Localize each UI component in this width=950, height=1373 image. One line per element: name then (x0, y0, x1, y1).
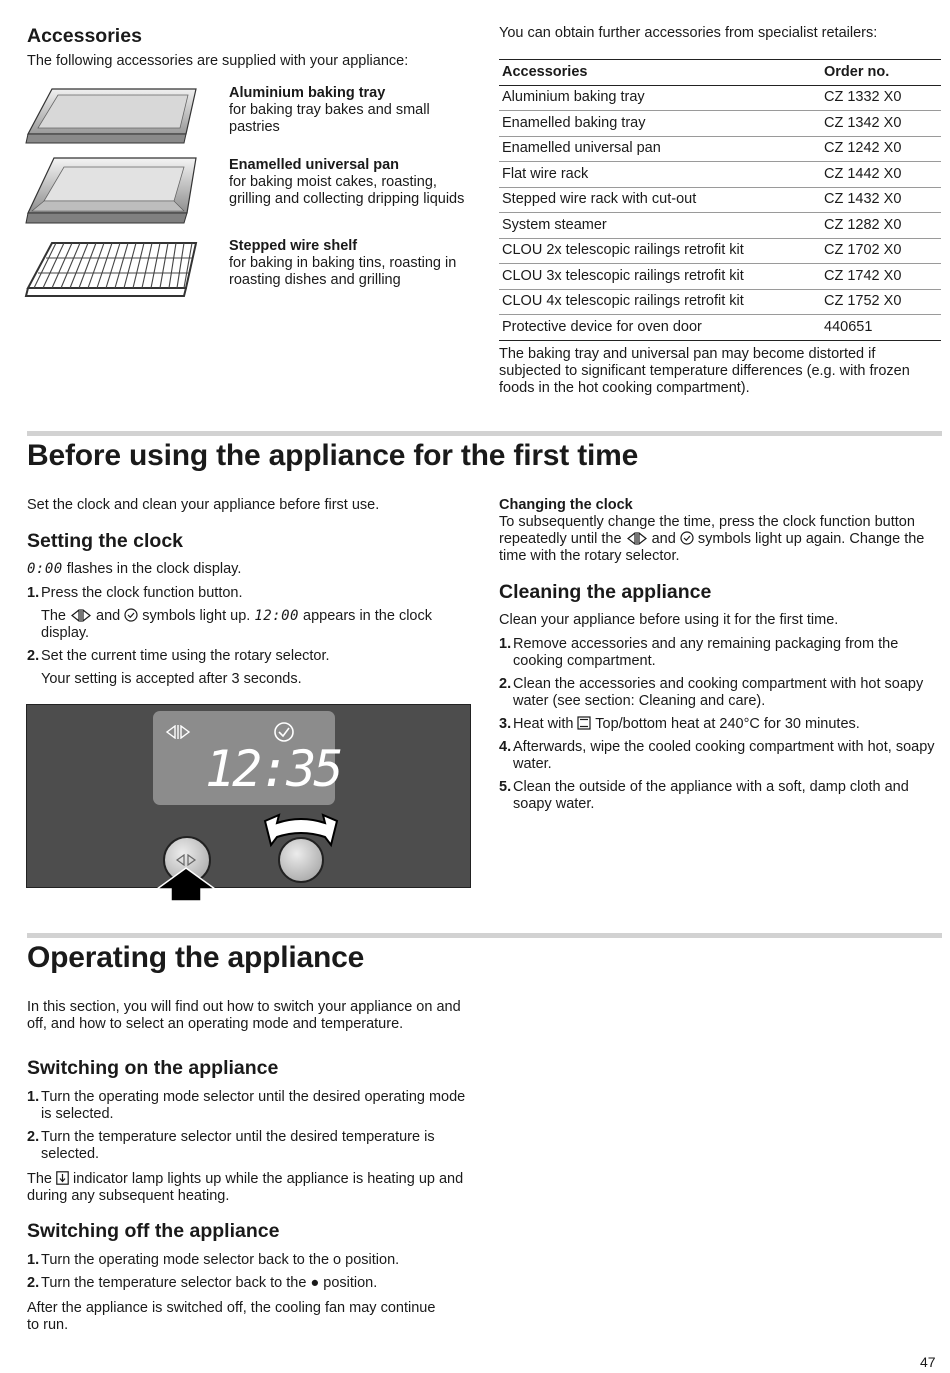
setting-clock-steps (27, 585, 469, 694)
clock-function-icon (626, 532, 648, 545)
step-number: 2. (27, 648, 40, 664)
table-cell: CLOU 2x telescopic railings retrofit kit (502, 242, 744, 259)
accessory-item (229, 238, 474, 289)
list-item (499, 716, 941, 733)
table-row (499, 213, 941, 239)
table-cell: CZ 1282 X0 (824, 216, 902, 233)
table-cell: CZ 1442 X0 (824, 165, 902, 182)
page-number: 47 (920, 1354, 936, 1370)
distortion-note: The baking tray and universal pan may become distorted if subjected to significant temperature differences (e.g. with frozen foods in the hot cooking compartment). (499, 346, 910, 396)
accessories-heading: Accessories (27, 25, 142, 47)
step-text: Turn the operating mode selector until the desired operating mode is selected. (41, 1089, 466, 1122)
operating-intro: In this section, you will find out how to switch your appliance on and off, and how to select an operating mode and temperature. (27, 999, 461, 1032)
step-number: 3. (499, 716, 512, 732)
clock-icon (680, 531, 694, 545)
table-row (499, 162, 941, 188)
table-row (499, 187, 941, 213)
table-row (499, 85, 941, 111)
display-time: 12:35 (205, 740, 341, 798)
accessory-desc: for baking tray bakes and small pastries (229, 102, 430, 135)
step-text: Clean the accessories and cooking compartment with hot soapy water (see section: Cleaning and care). (513, 676, 924, 709)
heating-indicator-note (27, 1171, 469, 1205)
table-cell: Enamelled universal pan (502, 140, 661, 157)
step-number: 2. (499, 676, 512, 692)
clock-display (153, 711, 341, 805)
step-number: 5. (499, 779, 512, 795)
step-number: 1. (27, 1089, 40, 1105)
first-use-intro: Set the clock and clean your appliance before first use. (27, 497, 380, 513)
operating-heading: Operating the appliance (27, 941, 365, 974)
table-row (499, 289, 941, 315)
wire-shelf-image (24, 240, 200, 300)
step-text: Turn the temperature selector back to the (41, 1275, 311, 1291)
step-text: position. (319, 1275, 378, 1291)
switching-off-steps (27, 1252, 469, 1298)
table-cell: System steamer (502, 216, 607, 233)
table-row (499, 264, 941, 290)
switching-off-heading: Switching off the appliance (27, 1220, 280, 1242)
changing-clock-block (499, 497, 941, 565)
table-header-row (499, 60, 941, 86)
list-item (27, 1275, 469, 1292)
table-row (499, 111, 941, 137)
table-cell: CZ 1742 X0 (824, 267, 902, 284)
switching-on-steps (27, 1089, 469, 1169)
step-text: Press the clock function button. (41, 585, 243, 601)
body-text: symbols light up again. Change the time with the rotary selector. (499, 531, 925, 564)
accessory-title: Enamelled universal pan (229, 157, 400, 173)
display-code: 12:00 (254, 608, 299, 624)
switching-on-heading: Switching on the appliance (27, 1057, 279, 1079)
cooling-fan-note: After the appliance is switched off, the cooling fan may continue to run. (27, 1300, 436, 1333)
table-cell: Enamelled baking tray (502, 114, 646, 131)
step-text: position. (341, 1252, 400, 1268)
table-cell: CZ 1432 X0 (824, 191, 902, 208)
accessory-item (229, 85, 474, 136)
table-cell: CLOU 4x telescopic railings retrofit kit (502, 293, 744, 310)
table-row (499, 136, 941, 162)
list-item (27, 648, 469, 688)
step-text: Heat with (513, 716, 578, 732)
universal-pan-image (24, 155, 200, 229)
table-cell: 440651 (824, 318, 873, 335)
step-text: Turn the operating mode selector back to the (41, 1252, 334, 1268)
top-bottom-heat-icon (577, 716, 591, 730)
clock-function-icon (70, 609, 92, 622)
step-text: and (92, 608, 125, 624)
flash-text: flashes in the clock display. (62, 561, 242, 577)
setting-clock-heading: Setting the clock (27, 530, 184, 552)
cleaning-steps (499, 636, 941, 819)
step-number: 2. (27, 1275, 40, 1291)
off-position-symbol: o (333, 1252, 342, 1268)
step-result: Your setting is accepted after 3 seconds. (41, 671, 302, 687)
step-text: Remove accessories and any remaining packaging from the cooking compartment. (513, 636, 899, 669)
clock-function-icon (175, 854, 197, 866)
column-header: Accessories (502, 63, 588, 80)
list-item (27, 585, 469, 642)
cleaning-heading: Cleaning the appliance (499, 581, 712, 603)
step-text: Afterwards, wipe the cooled cooking compartment with hot, soapy water. (513, 739, 935, 772)
table-cell: Protective device for oven door (502, 318, 702, 335)
clock-icon (124, 608, 138, 622)
accessory-item (229, 157, 474, 208)
step-number: 1. (27, 1252, 40, 1268)
accessory-desc: for baking moist cakes, roasting, grilling and collecting dripping liquids (229, 174, 465, 207)
list-item (27, 1129, 469, 1163)
changing-clock-heading: Changing the clock (499, 497, 633, 513)
table-cell: Stepped wire rack with cut-out (502, 191, 697, 208)
step-text: Top/bottom heat at 240°C for 30 minutes. (591, 716, 860, 732)
list-item (27, 1089, 469, 1123)
table-cell: Flat wire rack (502, 165, 589, 182)
accessory-title: Aluminium baking tray (229, 85, 386, 101)
control-panel-illustration (26, 704, 471, 888)
body-text: and (647, 531, 680, 547)
list-item (499, 676, 941, 710)
step-text: appears in the clock display. (41, 608, 432, 641)
section-divider (27, 933, 942, 938)
step-text: symbols light up. (138, 608, 255, 624)
step-text: Set the current time using the rotary selector. (41, 648, 330, 664)
list-item (499, 636, 941, 670)
step-text: Turn the temperature selector until the desired temperature is selected. (41, 1129, 435, 1162)
rotary-selector[interactable] (278, 837, 324, 883)
changing-clock-text (499, 514, 941, 565)
step-number: 1. (499, 636, 512, 652)
clock-function-icon (165, 725, 191, 739)
table-cell: CZ 1702 X0 (824, 242, 902, 259)
table-cell: CZ 1342 X0 (824, 114, 902, 131)
list-item (499, 779, 941, 813)
step-result (41, 608, 469, 642)
table-cell: CZ 1242 X0 (824, 140, 902, 157)
accessory-desc: for baking in baking tins, roasting in roasting dishes and grilling (229, 255, 457, 288)
step-number: 1. (27, 585, 40, 601)
table-row (499, 238, 941, 264)
list-item (499, 739, 941, 773)
clock-flash-line (27, 561, 241, 578)
heating-indicator-icon (56, 1171, 69, 1185)
step-text: The (41, 608, 71, 624)
step-number: 4. (499, 739, 512, 755)
table-cell: CZ 1752 X0 (824, 293, 902, 310)
accessories-intro: The following accessories are supplied with your appliance: (27, 53, 409, 69)
press-arrow-icon (155, 867, 217, 901)
body-text: The (27, 1171, 57, 1187)
aluminium-tray-image (24, 86, 200, 148)
column-header: Order no. (824, 63, 890, 80)
list-item (27, 1252, 469, 1269)
step-number: 2. (27, 1129, 40, 1145)
table-cell: CZ 1332 X0 (824, 89, 902, 106)
first-use-heading: Before using the appliance for the first time (27, 439, 639, 472)
step-text: Clean the outside of the appliance with a soft, damp cloth and soapy water. (513, 779, 909, 812)
table-cell: Aluminium baking tray (502, 89, 645, 106)
cleaning-intro: Clean your appliance before using it for the first time. (499, 612, 839, 628)
off-position-symbol: ● (310, 1275, 320, 1291)
body-text: To subsequently change the time, press the clock function button repeatedly until the (499, 514, 915, 547)
accessory-title: Stepped wire shelf (229, 238, 358, 254)
further-accessories-text: You can obtain further accessories from specialist retailers: (499, 25, 878, 41)
table-row (499, 315, 941, 341)
body-text: indicator lamp lights up while the appliance is heating up and during any subsequent heating. (27, 1171, 464, 1204)
table-cell: CLOU 3x telescopic railings retrofit kit (502, 267, 744, 284)
accessories-table (499, 59, 941, 341)
flash-code: 0:00 (27, 561, 63, 577)
section-divider (27, 431, 942, 436)
